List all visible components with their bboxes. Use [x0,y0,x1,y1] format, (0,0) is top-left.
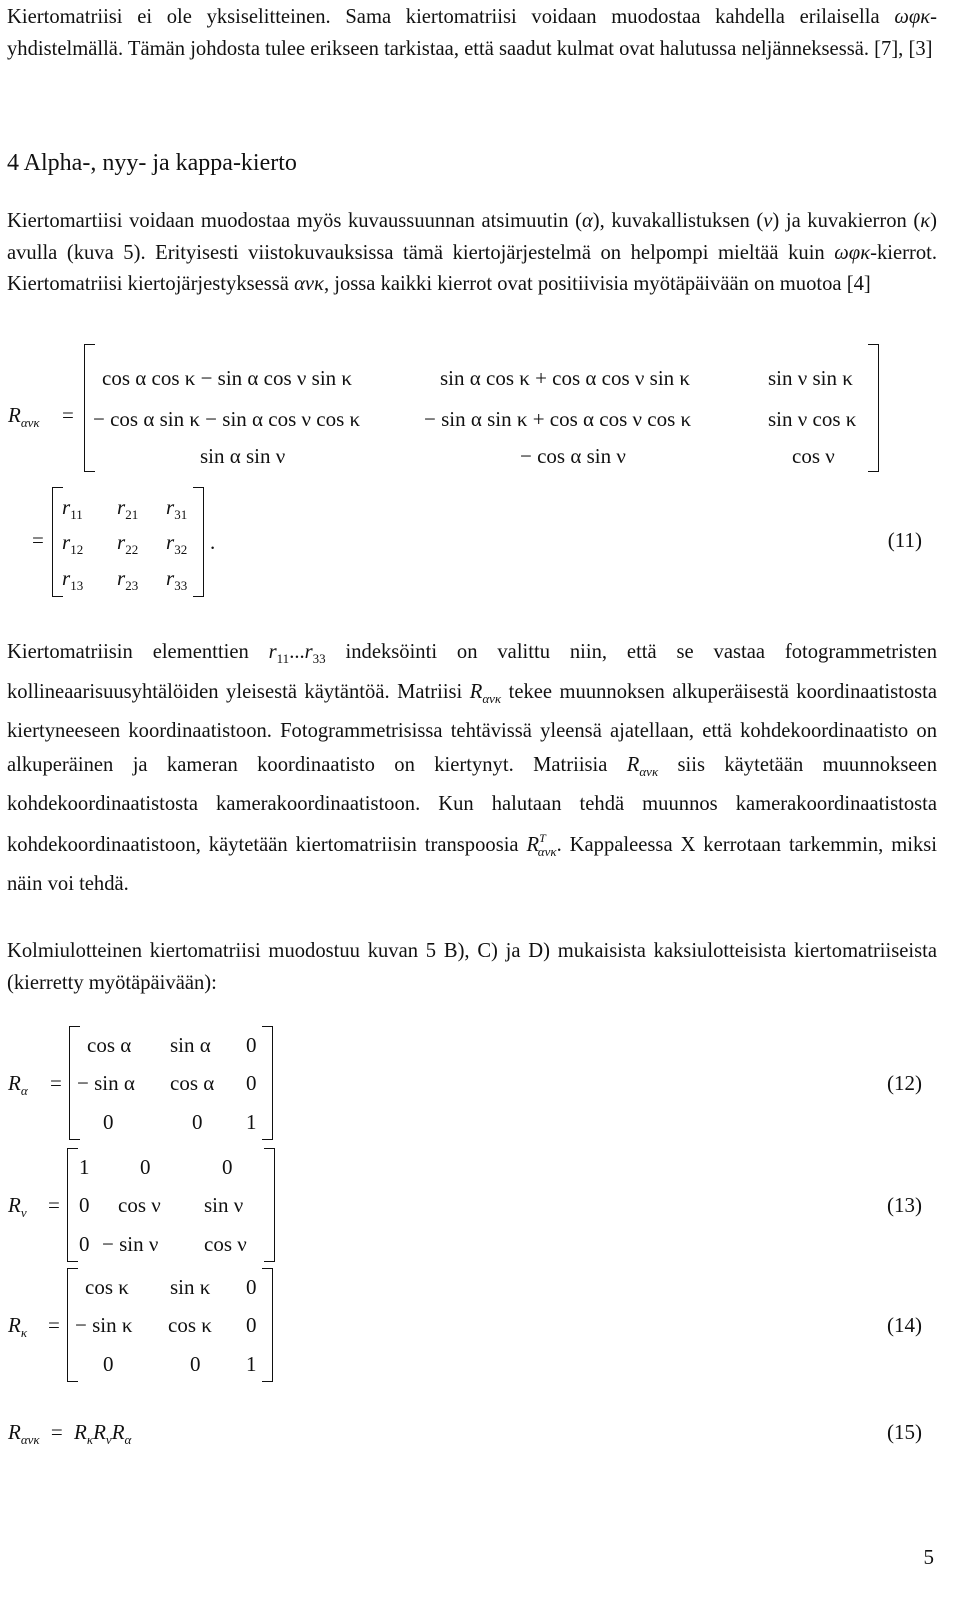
matrix-right-bracket [868,344,879,472]
matrix-right-bracket [264,1148,275,1262]
eq12-equals: = [50,1071,62,1095]
equation-number: (14) [887,1313,922,1337]
matrix-cell: − sin α sin κ + cos α cos ν cos κ [424,407,692,431]
matrix-cell: 0 [103,1352,114,1376]
r-element: $r_{12}$ [62,530,84,557]
r-element: $r_{13}$ [62,566,84,593]
matrix-cell: 1 [246,1110,257,1134]
matrix-cell: 0 [190,1352,201,1376]
matrix-cell: 0 [222,1155,233,1179]
omega-phi-kappa-symbol: ωφκ [834,241,871,264]
matrix-cell: − sin κ [75,1313,133,1337]
intro-text-cont: -yhdistelmällä. Tämän johdosta tulee erikseen tarkistaa, että saadut kulmat ovat halutussa neljänneksessä. [7], [3] [7,6,937,60]
p2-text: tekee muunnoksen alkuperäisestä koordinaatistosta kiertyneeseen koordinaatistoon. Fotogrammetrisissa tehtävissä yleensä ajatellaan, että kohdekoordinaatisto on alkuperäinen ja kameran koordinaatisto on kiertynyt. Matriisia [7,680,937,776]
paragraph-alpha-nu-kappa [7,206,937,301]
eq11-lhs [8,403,40,431]
eq12-lhs: $R_\alpha$ [8,1071,28,1098]
eq14-equals: = [48,1313,60,1337]
matrix-cell: 0 [246,1071,257,1095]
eq11-period: . [210,530,216,554]
r-element: $r_{22}$ [117,530,139,557]
matrix-cell: 0 [103,1110,114,1134]
matrix-cell: sin ν sin κ [768,366,853,390]
r-element: $r_{11}$ [62,495,83,522]
p1-text: Kiertomartiisi voidaan muodostaa myös kuvaussuunnan atsimuutin ( [7,210,582,232]
p1-text: -kierrot. Kiertomatriisi kiertojärjestyksessä [7,241,937,295]
subscript: ανκ [20,415,40,430]
matrix-cell: − cos α sin κ − sin α cos ν cos κ [93,407,361,431]
matrix-left-bracket [67,1148,78,1262]
matrix-cell: 0 [246,1275,257,1299]
matrix-symbol: R [8,403,21,427]
subscript: ανκ [482,690,502,706]
intro-paragraph [7,2,937,65]
matrix-cell: 0 [79,1193,90,1217]
superscript: T [539,830,546,845]
matrix-cell: cos α [87,1033,132,1057]
eq11-equals: = [62,403,74,427]
matrix-cell: cos ν [792,444,835,468]
eq13-equals: = [48,1193,60,1217]
matrix-cell: cos κ [168,1313,212,1337]
matrix-cell: sin α sin ν [200,444,286,468]
alpha-nu-kappa-symbol: ανκ [294,273,324,295]
matrix-symbol: R [526,833,540,856]
matrix-cell: cos α cos κ − sin α cos ν sin κ [102,366,353,390]
p2-text: . Kappaleessa X kerrotaan tarkemmin, miksi näin voi tehdä. [7,833,937,895]
equation-number: (15) [887,1420,922,1444]
matrix-right-bracket [262,1026,273,1140]
matrix-cell: sin α [170,1033,211,1057]
matrix-cell: sin ν cos κ [768,407,857,431]
matrix-cell: cos α [170,1071,215,1095]
matrix-cell: cos ν [118,1193,161,1217]
matrix-cell: − cos α sin ν [520,444,626,468]
section-heading: 4 Alpha-, nyy- ja kappa-kierto [7,150,297,176]
matrix-symbol: R [469,680,483,703]
matrix-cell: sin ν [204,1193,244,1217]
matrix-cell: 0 [246,1033,257,1057]
nu-symbol: ν [763,210,773,232]
r-element: $r_{31}$ [166,495,188,522]
equation-number: (11) [887,528,922,552]
equation-number: (12) [887,1071,922,1095]
eq13-lhs: $R_\nu$ [8,1193,27,1220]
r-element: $r_{33}$ [166,566,188,593]
p1-text: ) avulla (kuva 5). Erityisesti viistokuvauksissa tämä kiertojärjestelmä on helpompi mieltää kuin [7,210,938,264]
r-symbol: r [304,641,313,663]
p2-text: siis käytetään muunnokseen kohdekoordinaatistosta kamerakoordinaatistoon. Kun halutaan tehdä muunnos kamerakoordinaatistosta kohdekoordinaatistoon, käytetään kiertomatriisin transpoosia [7,753,937,856]
subscript: ανκ [537,843,557,859]
ellipsis: ... [289,641,305,663]
matrix-right-bracket [262,1268,273,1382]
r-element: $r_{23}$ [117,566,139,593]
subscript: 11 [276,651,290,666]
matrix-cell: − sin ν [102,1232,159,1256]
eq15-expression: $R_{\alpha\nu\kappa} = R_\kappa R_\nu R_\alpha$ [8,1420,132,1447]
r-element: $r_{32}$ [166,530,188,557]
p2-text: indeksöinti on valittu niin, että se vastaa fotogrammetristen kollineaarisuusyhtälöiden yleisestä käytäntöä. Matriisi [7,641,937,703]
subscript: 33 [312,651,326,666]
matrix-cell: 1 [79,1155,90,1179]
matrix-cell: sin κ [170,1275,211,1299]
intro-text: Kiertomatriisi ei ole yksiselitteinen. Sama kiertomatriisi voidaan muodostaa kahdella erilaisella [7,6,895,28]
matrix-right-bracket [193,487,204,597]
paragraph-3d-matrix: Kolmiulotteinen kiertomatriisi muodostuu kuvan 5 B), C) ja D) mukaisista kaksiulotteisista kiertomatriiseista (kierretty myötäpäivään): [7,940,937,994]
omega-phi-kappa-symbol: ωφκ [894,6,931,28]
eq11-equals-2: = [32,528,44,552]
eq14-lhs: $R_\kappa$ [8,1313,28,1340]
matrix-cell: 0 [140,1155,151,1179]
matrix-cell: 0 [246,1313,257,1337]
matrix-cell: 1 [246,1352,257,1376]
matrix-cell: sin α cos κ + cos α cos ν sin κ [440,366,691,390]
p1-text: , jossa kaikki kierrot ovat positiivisia myötäpäivään on muotoa [4] [323,273,871,295]
matrix-cell: cos κ [85,1275,129,1299]
alpha-symbol: α [581,210,593,232]
r-symbol: r [268,641,277,663]
matrix-cell: − sin α [77,1071,135,1095]
subscript: ανκ [639,763,659,779]
matrix-cell: 0 [79,1232,90,1256]
p1-text: ) ja kuvakierron ( [772,210,921,232]
kappa-symbol: κ [920,210,931,232]
matrix-cell: cos ν [204,1232,247,1256]
page-number: 5 [923,1545,934,1569]
p2-text: Kiertomatriisin elementtien [7,641,269,663]
paragraph-indexing [7,636,937,902]
matrix-symbol: R [626,753,640,776]
r-element: $r_{21}$ [117,495,139,522]
matrix-cell: 0 [192,1110,203,1134]
p1-text: ), kuvakallistuksen ( [592,210,764,232]
equation-number: (13) [887,1193,922,1217]
